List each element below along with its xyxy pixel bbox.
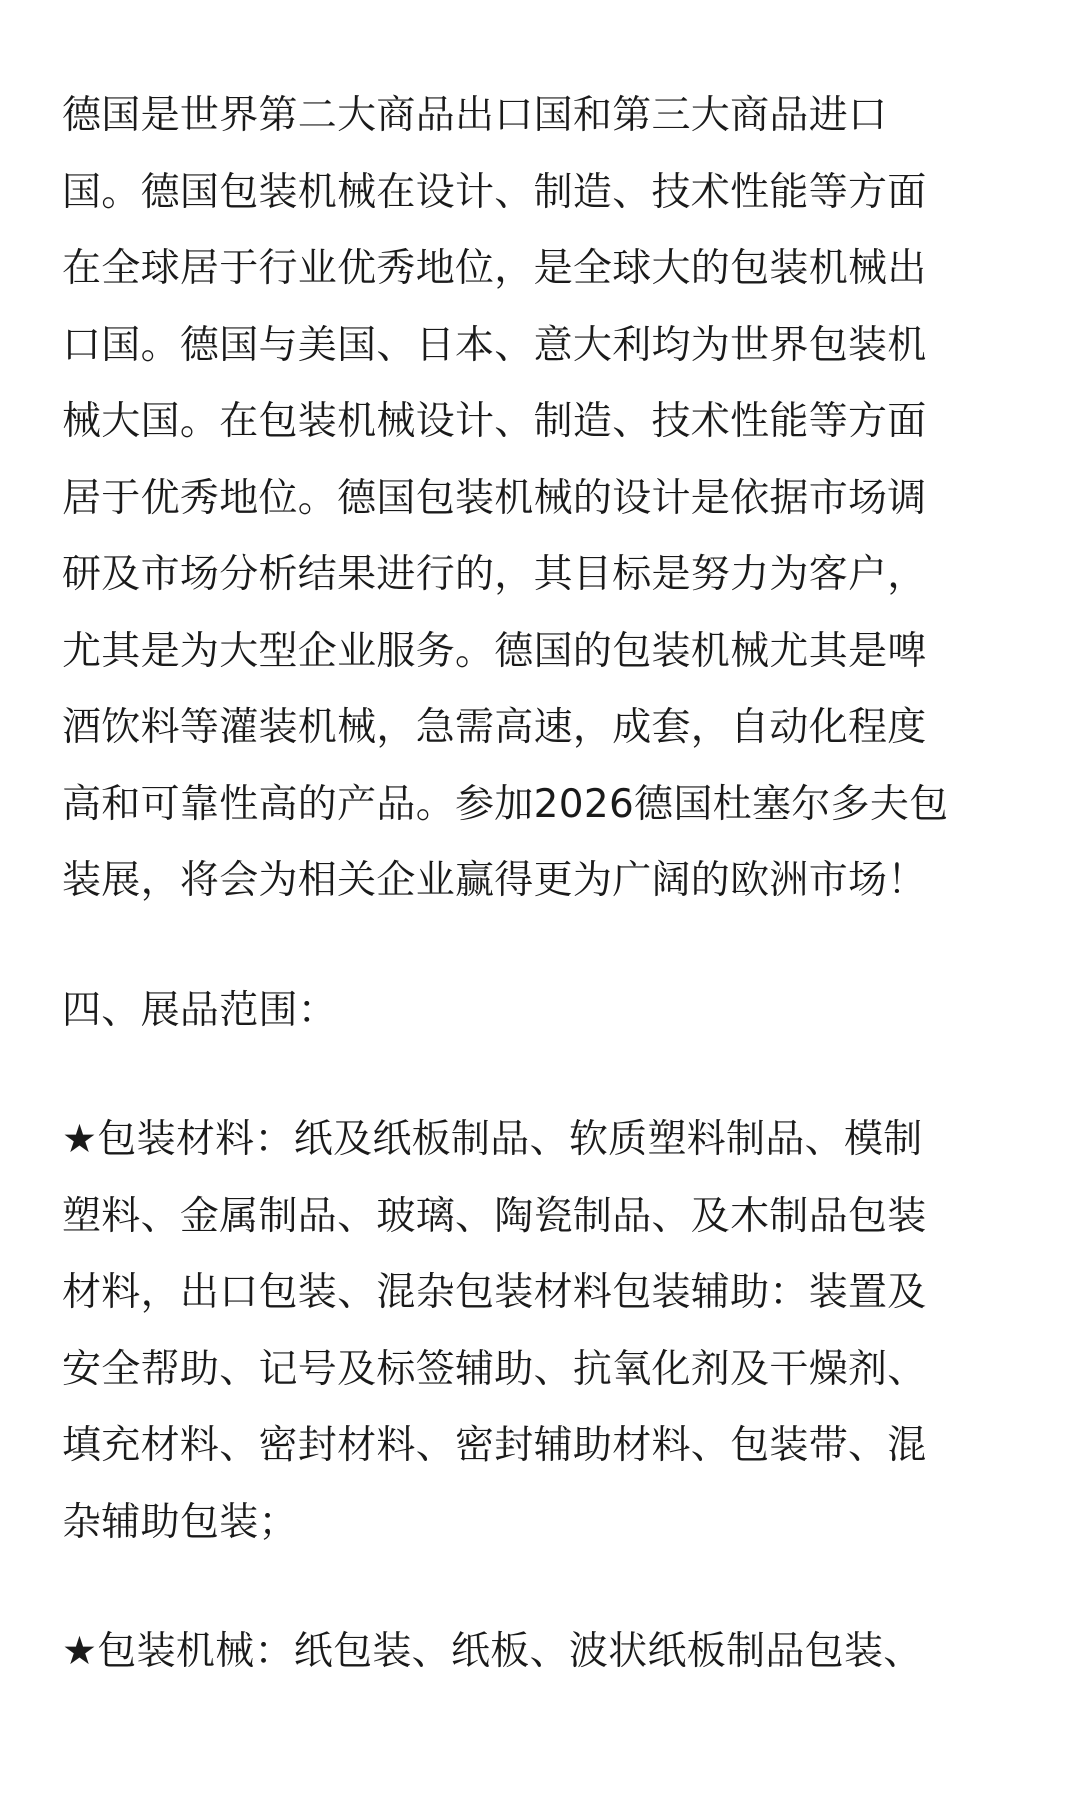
text-line: 尤其是为大型企业服务。德国的包装机械尤其是啤 xyxy=(62,628,927,674)
section-heading xyxy=(62,973,1022,1050)
text-line: ★包装材料：纸及纸板制品、软质塑料制品、模制 xyxy=(62,1117,923,1162)
text-line: 械大国。在包装机械设计、制造、技术性能等方面 xyxy=(62,399,927,444)
text-line: 安全帮助、记号及标签辅助、抗氧化剂及干燥剂、 xyxy=(62,1346,927,1392)
text-line: 居于优秀地位。德国包装机械的设计是依据市场调 xyxy=(62,475,927,521)
packaging-materials-paragraph xyxy=(62,1102,1022,1561)
section-heading-text: 四、展品范围： xyxy=(62,987,338,1033)
text-line: ★包装机械：纸包装、纸板、波状纸板制品包装、 xyxy=(62,1629,923,1674)
text-line: 酒饮料等灌装机械，急需高速，成套，自动化程度 xyxy=(62,705,927,750)
text-line: 填充材料、密封材料、密封辅助材料、包装带、混 xyxy=(62,1423,927,1468)
text-line: 国。德国包装机械在设计、制造、技术性能等方面 xyxy=(62,169,927,215)
text-line: 装展，将会为相关企业赢得更为广阔的欧洲市场！ xyxy=(62,858,927,903)
text-line: 研及市场分析结果进行的，其目标是努力为客户， xyxy=(62,552,927,597)
text-line: 高和可靠性高的产品。参加2026德国杜塞尔多夫包 xyxy=(62,781,949,827)
text-line: 在全球居于行业优秀地位，是全球大的包装机械出 xyxy=(62,246,927,291)
text-line: 口国。德国与美国、日本、意大利均为世界包装机 xyxy=(62,322,927,368)
article-body xyxy=(62,78,1022,1691)
text-line: 杂辅助包装； xyxy=(62,1499,298,1545)
text-line: 德国是世界第二大商品出口国和第三大商品进口 xyxy=(62,93,888,138)
intro-paragraph xyxy=(62,78,1022,920)
text-line: 材料，出口包装、混杂包装材料包装辅助：装置及 xyxy=(62,1270,927,1315)
packaging-machinery-paragraph xyxy=(62,1614,1022,1691)
text-line: 塑料、金属制品、玻璃、陶瓷制品、及木制品包装 xyxy=(62,1193,927,1239)
